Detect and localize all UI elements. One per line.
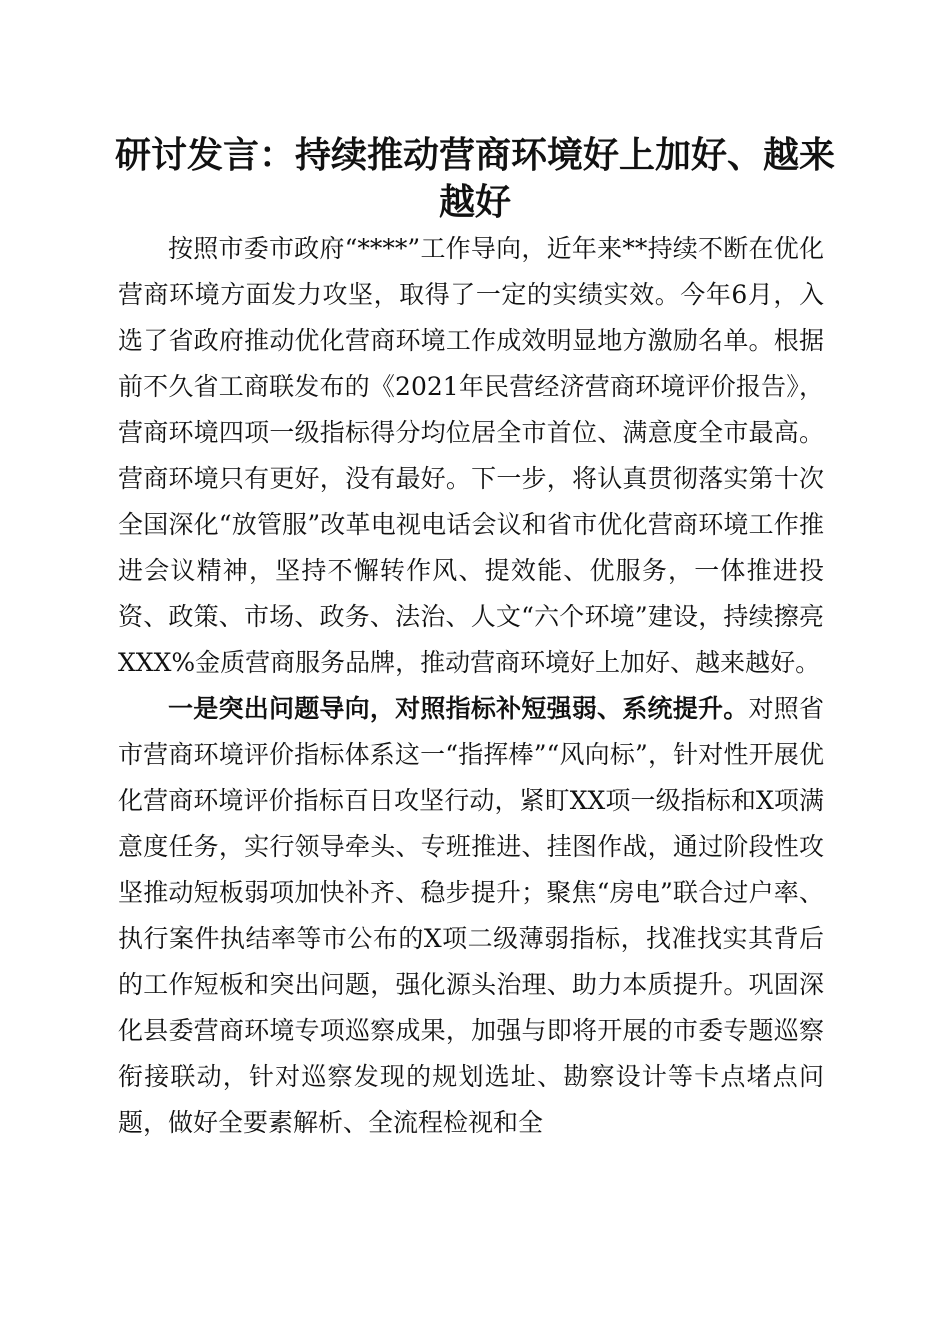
paragraph-intro: 按照市委市政府“****”工作导向，近年来**持续不断在优化营商环境方面发力攻坚，取得了一定的实绩实效。今年6月，入选了省政府推动优化营商环境工作成效明显地方激励名单。根据前不久省工商联发布的《2021年民营经济营商环境评价报告》，营商环境四项一级指标得分均位居全市首位、满意度全市最高。营商环境只有更好，没有最好。下一步，将认真贯彻落实第十次全国深化“放管服”改革电视电话会议和省市优化营商环境工作推进会议精神，坚持不懈转作风、提效能、优服务，一体推进投资、政策、市场、政务、法治、人文“六个环境”建设，持续擦亮XXX%金质营商服务品牌，推动营商环境好上加好、越来越好。 bbox=[118, 234, 824, 677]
paragraph-point-one-lead: 一是突出问题导向，对照指标补短强弱、系统提升。 bbox=[168, 694, 749, 723]
document-title: 研讨发言：持续推动营商环境好上加好、越来越好 bbox=[114, 134, 835, 223]
document-body bbox=[118, 226, 824, 1146]
paragraph-point-one bbox=[118, 686, 824, 1146]
paragraph-point-one-body: 对照省市营商环境评价指标体系这一“指挥棒”“风向标”，针对性开展优化营商环境评价指标百日攻坚行动，紧盯XX项一级指标和X项满意度任务，实行领导牵头、专班推进、挂图作战，通过阶段性攻坚推动短板弱项加快补齐、稳步提升；聚焦“房电”联合过户率、执行案件执结率等市公布的X项二级薄弱指标，找准找实其背后的工作短板和突出问题，强化源头治理、助力本质提升。巩固深化县委营商环境专项巡察成果，加强与即将开展的市委专题巡察衔接联动，针对巡察发现的规划选址、勘察设计等卡点堵点问题，做好全要素解析、全流程检视和全 bbox=[118, 694, 824, 1137]
